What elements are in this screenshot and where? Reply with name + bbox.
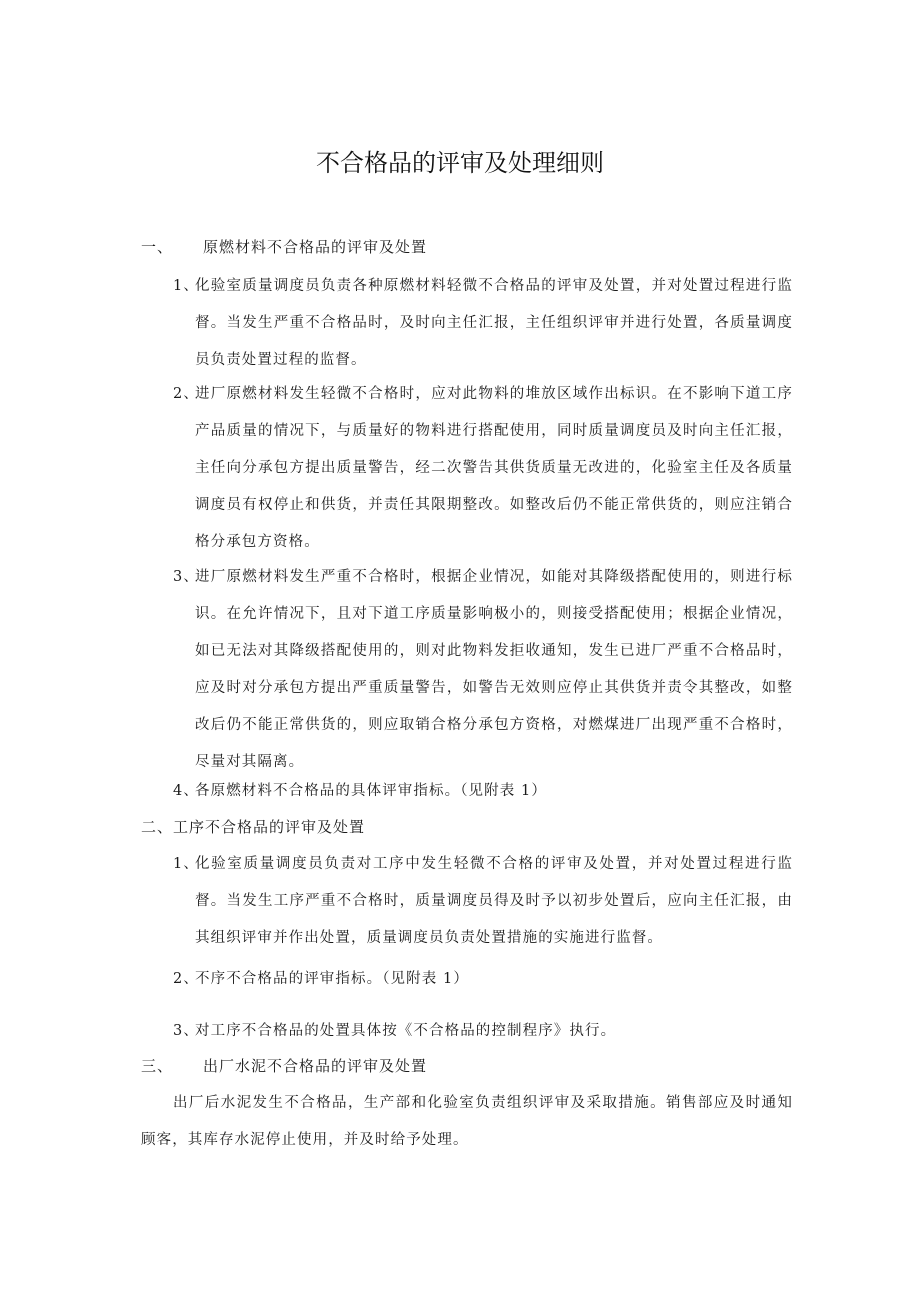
list-item bbox=[173, 846, 793, 957]
item-number: 2、 bbox=[173, 386, 199, 402]
item-text: 进厂原燃材料发生严重不合格时，根据企业情况，如能对其降级搭配使用的，则进行标识。在允许情况下，且对下道工序质量影响极小的，则接受搭配使用；根据企业情况，如已无法对其降级搭配使用的，则对此物料发拒收通知，发生已进厂严重不合格品时，应及时对分承包方提出严重质量警告，如警告无效则应停止其供货并责令其整改，如整改后仍不能正常供货的，则应取销合格分承包方资格，对燃煤进厂出现严重不合格时，尽量对其隔离。 bbox=[195, 569, 793, 770]
item-number: 4、 bbox=[173, 783, 199, 799]
section-heading bbox=[141, 236, 427, 257]
section-title: 出厂水泥不合格品的评审及处置 bbox=[203, 1057, 428, 1075]
item-text: 化验室质量调度员负责各种原燃材料轻微不合格品的评审及处置，并对处置过程进行监督。当发生严重不合格品时，及时向主任汇报，主任组织评审并进行处置，各质量调度员负责处置过程的监督。 bbox=[195, 278, 793, 368]
item-text: 进厂原燃材料发生轻微不合格时，应对此物料的堆放区域作出标识。在不影响下道工序产品质量的情况下，与质量好的物料进行搭配使用，同时质量调度员及时向主任汇报，主任向分承包方提出质量警告，经二次警告其供货质量无改进的，化验室主任及各质量调度员有权停止和供货，并责任其限期整改。如整改后仍不能正常供货的，则应注销合格分承包方资格。 bbox=[195, 386, 793, 550]
list-item bbox=[173, 268, 793, 379]
section-heading bbox=[141, 816, 365, 837]
list-item bbox=[173, 559, 793, 781]
item-text: 对工序不合格品的处置具体按《不合格品的控制程序》执行。 bbox=[195, 1023, 617, 1039]
item-number: 2、 bbox=[173, 971, 199, 987]
paragraph: 出厂后水泥发生不合格品，生产部和化验室负责组织评审及采取措施。销售部应及时通知顾客，其库存水泥停止使用，并及时给予处理。 bbox=[141, 1095, 793, 1148]
item-number: 3、 bbox=[173, 569, 199, 585]
document-title: 不合格品的评审及处理细则 bbox=[316, 149, 604, 177]
item-text: 不序不合格品的评审指标。（见附表 1） bbox=[195, 971, 469, 987]
item-number: 1、 bbox=[173, 278, 199, 294]
item-number: 3、 bbox=[173, 1023, 199, 1039]
list-item bbox=[173, 1013, 793, 1050]
section-number: 一、 bbox=[141, 238, 174, 256]
list-item bbox=[173, 376, 793, 561]
item-number: 1、 bbox=[173, 856, 199, 872]
list-item bbox=[173, 961, 793, 998]
section-heading bbox=[141, 1055, 427, 1076]
section-title: 原燃材料不合格品的评审及处置 bbox=[203, 238, 428, 256]
section-number: 三、 bbox=[141, 1057, 174, 1075]
item-text: 各原燃材料不合格品的具体评审指标。（见附表 1） bbox=[195, 783, 547, 799]
item-text: 化验室质量调度员负责对工序中发生轻微不合格的评审及处置，并对处置过程进行监督。当发生工序严重不合格时，质量调度员得及时予以初步处置后，应向主任汇报，由其组织评审并作出处置，质量调度员负责处置措施的实施进行监督。 bbox=[195, 856, 793, 946]
section-number: 二、 bbox=[141, 818, 174, 836]
list-item bbox=[173, 773, 793, 810]
section-title: 工序不合格品的评审及处置 bbox=[173, 818, 366, 836]
